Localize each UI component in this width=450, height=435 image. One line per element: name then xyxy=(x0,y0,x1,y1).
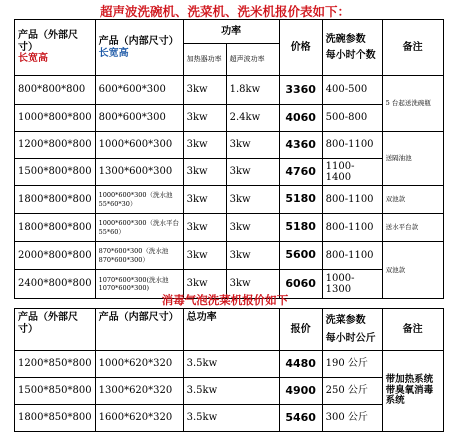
table-row: 2000*800*800 870*600*300（洗水池 870*600*300） 3kw 3kw 5600 800-1100 双池款 xyxy=(15,242,444,270)
header-power: 功率 xyxy=(183,20,279,44)
header-note: 备注 xyxy=(382,309,443,351)
price-cell: 4060 xyxy=(279,105,322,132)
header-inner-size: 产品（内部尺寸） 长宽高 xyxy=(95,20,183,76)
header-outer-size: 产品（外部尺寸） xyxy=(15,309,96,351)
table1-title: 超声波洗碗机、洗菜机、洗米机报价表如下： xyxy=(99,4,350,19)
header-wash-params: 洗碗参数 每小时个数 xyxy=(322,20,382,76)
note-cell: 5 台起送洗碗瓶 xyxy=(382,76,443,132)
dishwasher-price-table xyxy=(14,19,444,299)
note-cell: 带加热系统带臭氧消毒系统 xyxy=(382,351,443,432)
price-cell: 5180 xyxy=(279,186,322,214)
table-row: 1200*800*800 1000*600*300 3kw 3kw 4360 800-1100 送隔油池 xyxy=(15,132,444,159)
header-heater-power: 加热器功率 xyxy=(183,44,226,76)
header-note: 备注 xyxy=(382,20,443,76)
header-inner-size: 产品（内部尺寸） xyxy=(95,309,183,351)
table-row: 1200*850*800 1000*620*320 3.5kw 4480 190 公斤 带加热系统带臭氧消毒系统 xyxy=(15,351,444,378)
vegetable-washer-price-table xyxy=(14,308,444,432)
table-row: 1500*800*800 1300*600*300 3kw 3kw 4760 1100-1400 xyxy=(15,159,444,186)
note-cell: 双池款 xyxy=(382,186,443,214)
price-cell: 6060 xyxy=(279,270,322,299)
table-row: 1800*800*800 1000*600*300（洗水池 55*60*30） 3kw 3kw 5180 800-1100 双池款 xyxy=(15,186,444,214)
table-row: 1800*800*800 1000*600*300（洗水平台 55*60） 3kw 3kw 5180 800-1100 送水平台款 xyxy=(15,214,444,242)
table-row: 800*800*800 600*600*300 3kw 1.8kw 3360 400-500 5 台起送洗碗瓶 xyxy=(15,76,444,105)
note-cell: 双池款 xyxy=(382,242,443,299)
table-row: 1800*850*800 1600*620*320 3.5kw 5460 300 公斤 xyxy=(15,405,444,432)
note-cell: 送水平台款 xyxy=(382,214,443,242)
header-ultrasonic-power: 超声波功率 xyxy=(226,44,279,76)
header-total-power: 总功率 xyxy=(183,309,279,351)
header-outer-size: 产品（外部尺寸） 长宽高 xyxy=(15,20,96,76)
price-cell: 4360 xyxy=(279,132,322,159)
price-cell: 4480 xyxy=(279,351,322,378)
price-cell: 5180 xyxy=(279,214,322,242)
table-row: 1500*850*800 1300*620*320 3.5kw 4900 250 公斤 xyxy=(15,378,444,405)
note-cell: 送隔油池 xyxy=(382,132,443,186)
price-cell: 4900 xyxy=(279,378,322,405)
price-cell: 3360 xyxy=(279,76,322,105)
price-cell: 5600 xyxy=(279,242,322,270)
price-cell: 4760 xyxy=(279,159,322,186)
table-row: 2400*800*800 1070*600*300(洗水池 1070*600*300) 3kw 3kw 6060 1000-1300 xyxy=(15,270,444,299)
table-row: 1000*800*800 800*600*300 3kw 2.4kw 4060 500-800 xyxy=(15,105,444,132)
header-price: 价格 xyxy=(279,20,322,76)
price-cell: 5460 xyxy=(279,405,322,432)
header-price: 报价 xyxy=(279,309,322,351)
header-wash-params: 洗菜参数 每小时公斤 xyxy=(322,309,382,351)
table2-title: 消毒气泡洗菜机报价如下 xyxy=(161,293,289,307)
